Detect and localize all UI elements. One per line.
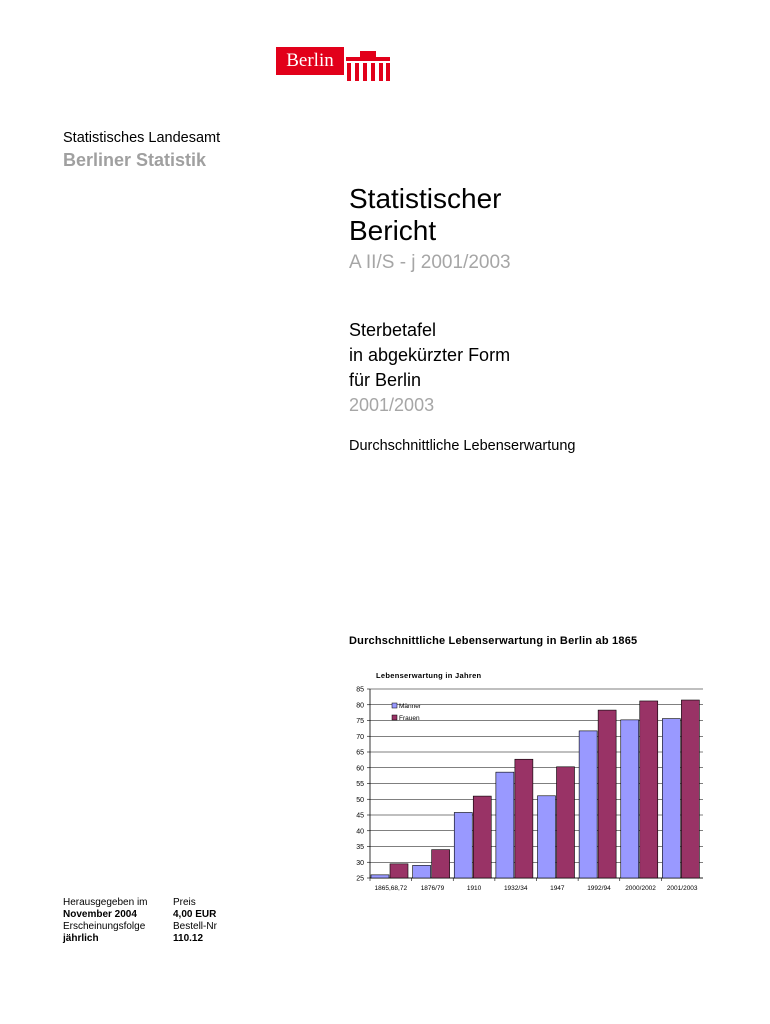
frequency-value: jährlich [63,933,99,944]
report-title-line2: Bericht [349,215,437,246]
legend-swatch [392,703,397,708]
bar-frauen [681,700,699,878]
subtitle-line1: Sterbetafel [349,320,437,340]
x-tick-label: 2001/2003 [666,885,698,892]
order-label: Bestell-Nr [173,921,217,932]
footer-left [63,897,148,945]
y-tick-label: 70 [356,733,364,741]
bar-frauen [640,701,658,878]
y-tick-label: 85 [356,686,364,694]
chart-title: Durchschnittliche Lebenserwartung in Berlin ab 1865 [349,635,638,647]
series-name: Berliner Statistik [63,150,207,170]
x-tick-label: 1910 [466,885,482,892]
y-tick-label: 50 [356,796,364,804]
x-tick-label: 1932/34 [503,885,528,892]
price-value: 4,00 EUR [173,909,217,920]
legend-label: Männer [399,703,422,710]
price-label: Preis [173,897,196,908]
agency-name: Statistisches Landesamt [63,130,221,146]
legend-swatch [392,715,397,720]
bar-frauen [598,710,616,878]
brandenburg-gate-icon [346,51,390,81]
bar-maenner [371,875,389,878]
y-axis-label: Lebenserwartung in Jahren [376,671,482,680]
x-tick-label: 2000/2002 [625,885,656,892]
subtitle-line3: für Berlin [349,370,422,390]
bar-frauen [473,796,491,878]
y-tick-label: 55 [356,781,364,788]
y-tick-label: 35 [356,844,364,851]
y-tick-label: 30 [356,859,364,867]
y-tick-label: 80 [356,702,364,710]
y-tick-label: 65 [356,749,364,757]
x-tick-label: 1947 [550,885,565,892]
report-subtitle [349,318,510,418]
x-tick-label: 1876/79 [420,885,445,892]
berlin-logo [276,47,390,81]
bar-frauen [390,864,408,878]
bar-frauen [557,767,575,878]
publisher-value: November 2004 [63,909,137,920]
bar-maenner [579,731,597,878]
x-tick-label: 1865,68,72 [374,885,408,892]
y-tick-label: 25 [356,875,364,883]
bar-maenner [496,772,514,878]
bar-maenner [413,865,431,878]
y-tick-label: 75 [356,718,364,725]
y-tick-label: 45 [356,812,364,820]
bar-maenner [454,812,472,878]
subtitle-years: 2001/2003 [349,395,435,415]
y-tick-label: 40 [356,828,364,836]
subtitle-line2: in abgekürzter Form [349,345,511,365]
logo-text: Berlin [286,50,334,71]
bar-maenner [621,720,639,878]
bar-maenner [538,796,556,878]
bar-frauen [515,759,533,878]
publisher-label: Herausgegeben im [63,897,148,908]
y-tick-label: 60 [356,765,364,773]
report-topic: Durchschnittliche Lebenserwartung [349,438,576,454]
report-title [349,183,502,247]
legend-label: Frauen [399,715,420,722]
x-tick-label: 1992/94 [587,885,611,892]
report-title-line1: Statistischer [349,183,502,214]
order-value: 110.12 [173,933,204,944]
bar-maenner [662,719,680,878]
life-expectancy-chart [340,665,710,897]
footer-right [173,897,217,945]
frequency-label: Erscheinungsfolge [63,921,146,932]
bar-frauen [432,850,450,878]
report-code: A II/S - j 2001/2003 [349,252,511,273]
